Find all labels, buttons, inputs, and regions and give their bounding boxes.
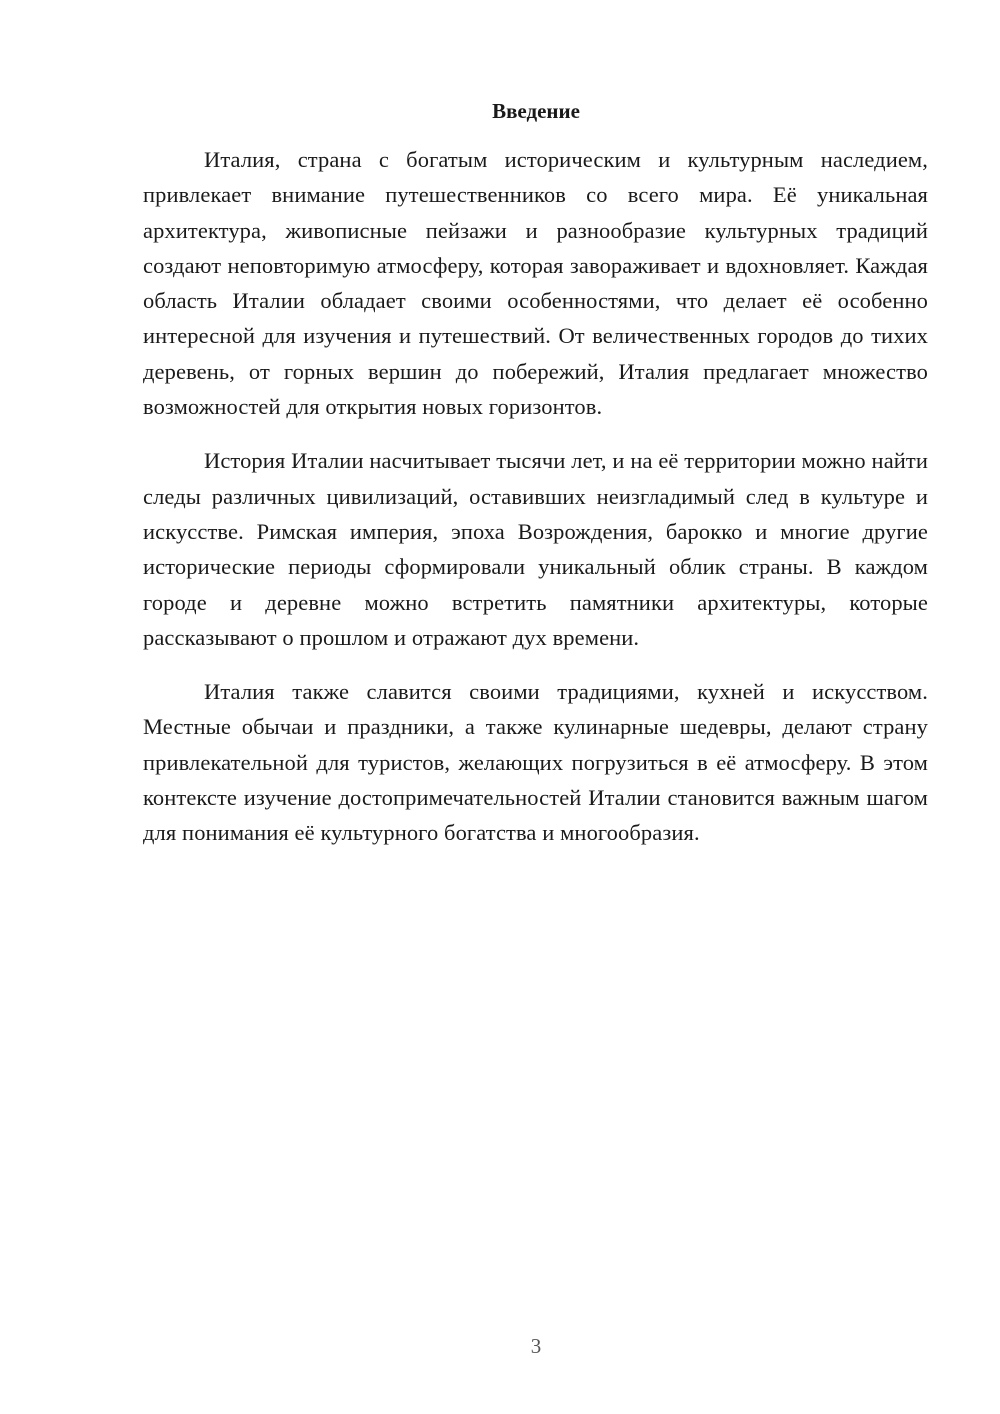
paragraph-1: Италия, страна с богатым историческим и культурным наследием, привлекает внимание путешественников со всего мира. Её уникальная архитектура, живописные пейзажи и разнообразие культурных традиций создают неповторимую атмосферу, которая завораживает и вдохновляет. Каждая область Италии обладает своими особенностями, что делает её особенно интересной для изучения и путешествий. От величественных городов до тихих деревень, от горных вершин до побережий, Италия предлагает множество возможностей для открытия новых горизонтов. [143, 147, 928, 420]
body-text [143, 142, 928, 870]
page-number: 3 [530, 1334, 542, 1358]
paragraph-2: История Италии насчитывает тысячи лет, и на её территории можно найти следы различных цивилизаций, оставивших неизгладимый след в культуре и искусстве. Римская империя, эпоха Возрождения, барокко и многие другие исторические периоды сформировали уникальный облик страны. В каждом городе и деревне можно встретить памятники архитектуры, которые рассказывают о прошлом и отражают дух времени. [143, 448, 928, 650]
paragraph-3: Италия также славится своими традициями, кухней и искусством. Местные обычаи и праздники, а также кулинарные шедевры, делают страну привлекательной для туристов, желающих погрузиться в её атмосферу. В этом контексте изучение достопримечательностей Италии становится важным шагом для понимания её культурного богатства и многообразия. [143, 679, 928, 846]
section-heading: Введение [492, 99, 580, 123]
